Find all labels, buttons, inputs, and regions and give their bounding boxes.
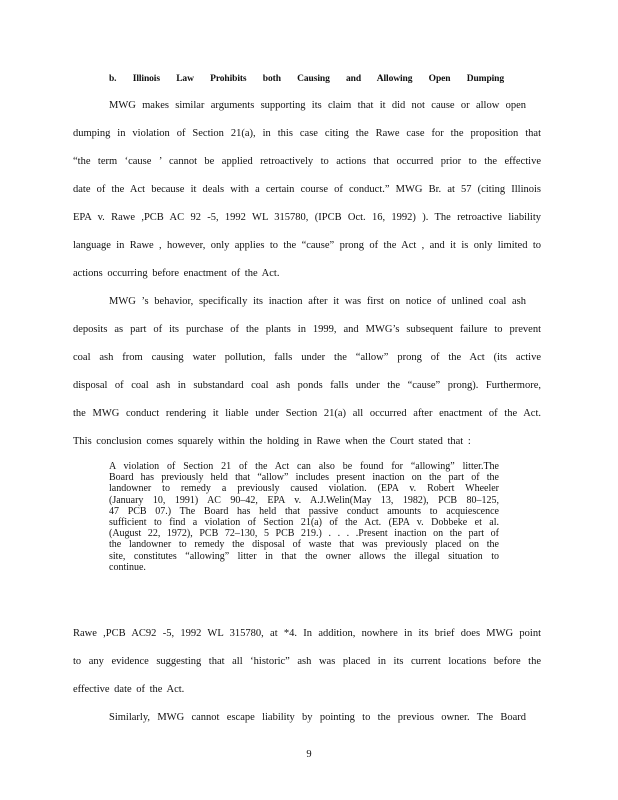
body-line: effective date of the Act. — [73, 684, 185, 695]
body-line: disposal of coal ash in substandard coal ash ponds falls under the “cause” prong). Furthermore, — [73, 380, 541, 391]
body-line: language in Rawe , however, only applies to the “cause” prong of the Act , and it is only limited to — [73, 240, 541, 251]
body-line: coal ash from causing water pollution, falls under the “allow” prong of the Act (its active — [73, 352, 541, 363]
quote-line: site, constitutes “allowing” litter in that the owner allows the illegal situation to — [109, 550, 499, 562]
quote-line: Board has previously held that “allow” includes present inaction on the part of the — [109, 472, 499, 484]
quote-line: continue. — [109, 561, 146, 573]
quote-line: the landowner to remedy the disposal of waste that was previously placed on the — [109, 539, 499, 551]
quote-line: 47 PCB 07.) The Board has held that passive conduct amounts to acquiescence — [109, 505, 499, 517]
body-line: EPA v. Rawe ,PCB AC 92 -5, 1992 WL 315780, (IPCB Oct. 16, 1992) ). The retroactive liability — [73, 212, 541, 223]
body-line: “the term ‘cause ’ cannot be applied retroactively to actions that occurred prior to the effective — [73, 156, 541, 167]
body-line: the MWG conduct rendering it liable under Section 21(a) all occurred after enactment of the Act. — [73, 408, 541, 419]
page-number: 9 — [306, 749, 312, 760]
body-line: dumping in violation of Section 21(a), in this case citing the Rawe case for the proposition that — [73, 128, 541, 139]
quote-line: (August 22, 1972), PCB 72–130, 5 PCB 219.) . . . .Present inaction on the part of — [109, 528, 499, 540]
quote-line: (January 10, 1991) AC 90–42, EPA v. A.J.Welin(May 13, 1982), PCB 80–125, — [109, 494, 499, 506]
quote-line: landowner to remedy a previously caused violation. (EPA v. Robert Wheeler — [109, 483, 499, 495]
body-line: MWG ’s behavior, specifically its inaction after it was first on notice of unlined coal ash — [109, 296, 526, 307]
block-quote — [109, 461, 499, 573]
body-line: date of the Act because it deals with a certain course of conduct.” MWG Br. at 57 (citing Illinois — [73, 184, 541, 195]
body-line: MWG makes similar arguments supporting its claim that it did not cause or allow open — [109, 100, 526, 111]
quote-line: sufficient to find a violation of Section 21(a) of the Act. (EPA v. Dobbeke et al. — [109, 517, 499, 529]
body-line: Similarly, MWG cannot escape liability by pointing to the previous owner. The Board — [109, 712, 526, 723]
body-line: actions occurring before enactment of the Act. — [73, 268, 280, 279]
quote-line: A violation of Section 21 of the Act can also be found for “allowing” litter.The — [109, 461, 499, 472]
body-line: to any evidence suggesting that all ‘historic” ash was placed in its current locations before the — [73, 656, 541, 667]
body-line: This conclusion comes squarely within the holding in Rawe when the Court stated that : — [73, 436, 471, 447]
body-line: deposits as part of its purchase of the plants in 1999, and MWG’s subsequent failure to prevent — [73, 324, 541, 335]
section-heading: b. Illinois Law Prohibits both Causing and Allowing Open Dumping — [109, 74, 505, 84]
body-line: Rawe ,PCB AC92 -5, 1992 WL 315780, at *4. In addition, nowhere in its brief does MWG point — [73, 628, 541, 639]
